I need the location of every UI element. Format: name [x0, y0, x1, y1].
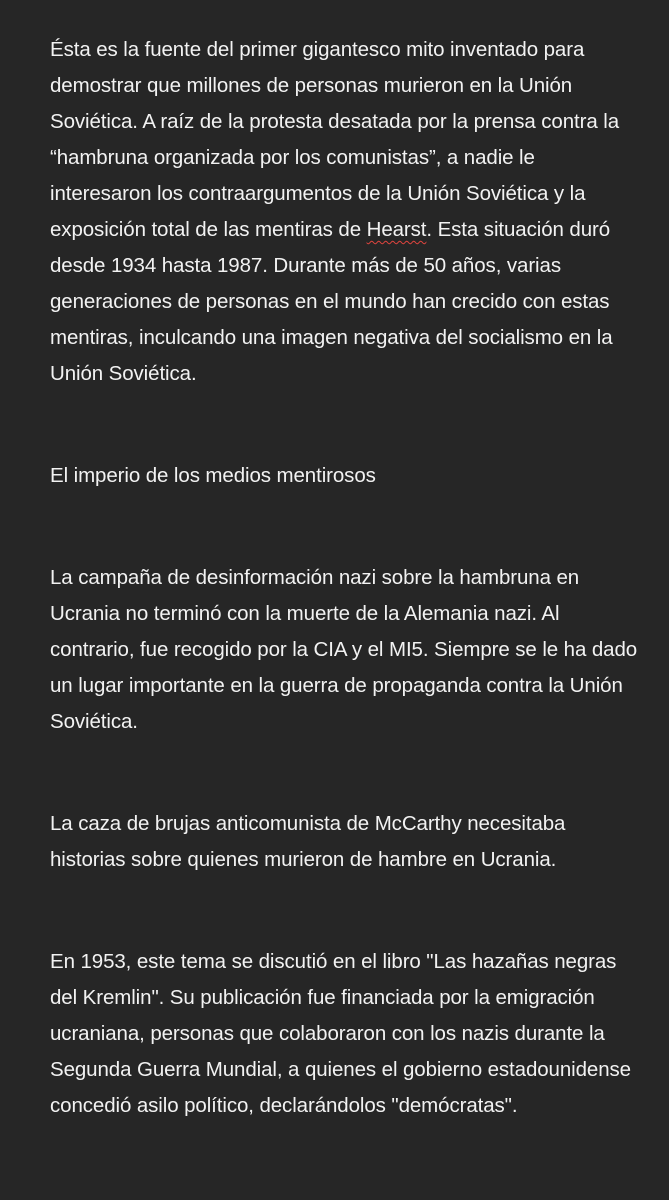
paragraph-spacer	[50, 740, 640, 806]
paragraph-nazi-disinformation: La campaña de desinformación nazi sobre la hambruna en Ucrania no terminó con la muerte de la Alemania nazi. Al contrario, fue recogido por la CIA y el MI5. Siempre se le ha dado un lugar importante en la guerra de propaganda contra la Unión Soviética.	[50, 566, 638, 733]
misspelled-word-hearst[interactable]: Hearst	[366, 218, 427, 241]
section-heading: El imperio de los medios mentirosos	[50, 464, 376, 487]
paragraph-1-text-after: . Esta situación duró desde 1934 hasta 1987. Durante más de 50 años, varias generaciones de personas en el mundo han crecido con estas mentiras, inculcando una imagen negativa del socialismo en la Unión Soviética.	[50, 218, 613, 385]
paragraph-spacer	[50, 494, 640, 560]
paragraph-kremlin-book: En 1953, este tema se discutió en el libro "Las hazañas negras del Kremlin". Su publicación fue financiada por la emigración ucraniana, personas que colaboraron con los nazis durante la Segunda Guerra Mundial, a quienes el gobierno estadounidense concedió asilo político, declarándolos "demócratas".	[50, 950, 631, 1117]
paragraph-spacer	[50, 392, 640, 458]
paragraph-spacer	[50, 878, 640, 944]
paragraph-1-text-before: Ésta es la fuente del primer gigantesco mito inventado para demostrar que millones de personas murieron en la Unión Soviética. A raíz de la protesta desatada por la prensa contra la “hambruna organizada por los comunistas”, a nadie le interesaron los contraargumentos de la Unión Soviética y la exposición total de las mentiras de	[50, 38, 619, 241]
paragraph-hearst-myth	[50, 32, 640, 392]
document-body	[50, 32, 640, 1124]
paragraph-mccarthy: La caza de brujas anticomunista de McCarthy necesitaba historias sobre quienes murieron de hambre en Ucrania.	[50, 812, 566, 871]
